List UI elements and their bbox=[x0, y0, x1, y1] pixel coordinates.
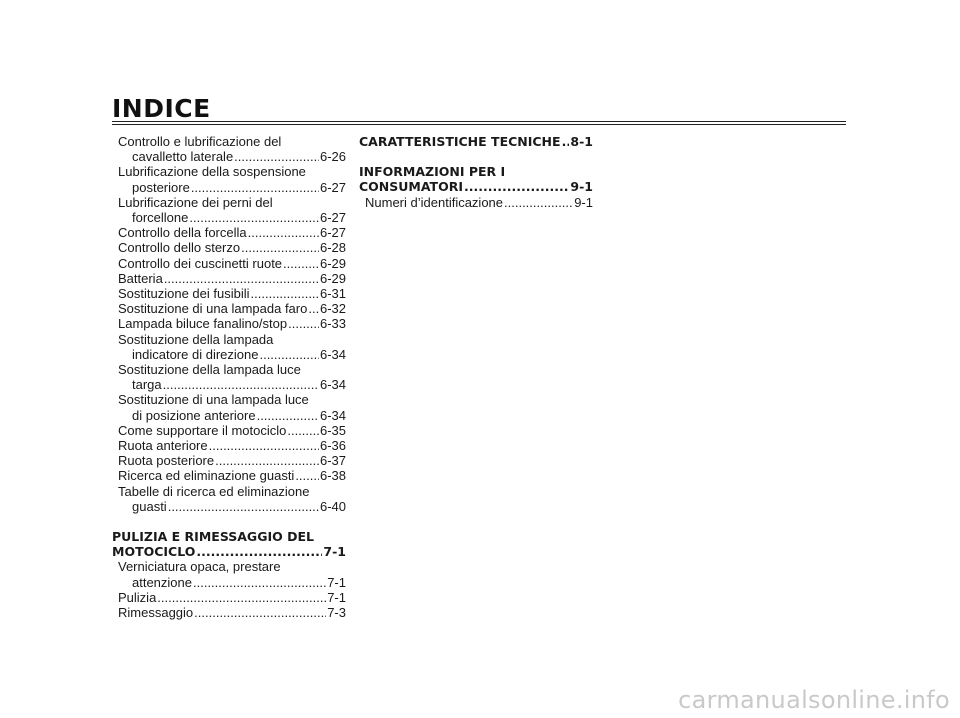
toc-entry-title: Numeri d’identificazione bbox=[365, 194, 504, 210]
toc-page-number: 6-37 bbox=[319, 453, 346, 469]
toc-dot-leader bbox=[191, 180, 319, 195]
toc-entry bbox=[112, 210, 346, 225]
toc-entry-title: Ricerca ed eliminazione guasti bbox=[118, 468, 295, 484]
toc-page-number: 9-1 bbox=[570, 179, 593, 195]
toc-entry-title: Controllo dei cuscinetti ruote bbox=[118, 255, 283, 271]
toc-dot-leader bbox=[193, 575, 326, 590]
section-gap bbox=[359, 149, 593, 164]
toc-dot-leader bbox=[295, 468, 319, 483]
toc-entry-text bbox=[112, 195, 346, 210]
toc-entry-title: Lubrificazione dei perni del bbox=[118, 194, 273, 210]
toc-dot-leader bbox=[157, 590, 326, 605]
toc-section-heading bbox=[112, 544, 346, 559]
toc-dot-leader bbox=[194, 605, 326, 620]
toc-page-number: 6-35 bbox=[319, 422, 346, 438]
toc-dot-leader bbox=[562, 134, 570, 149]
toc-left-column bbox=[112, 134, 346, 620]
toc-entry bbox=[112, 575, 346, 590]
toc-page-number: 8-1 bbox=[570, 134, 593, 149]
toc-page-number: 6-32 bbox=[319, 301, 346, 317]
toc-page-number: 6-33 bbox=[319, 316, 346, 332]
toc-page-number: 6-29 bbox=[319, 255, 346, 271]
toc-section-heading bbox=[359, 179, 593, 194]
toc-entry-title: CARATTERISTICHE TECNICHE bbox=[359, 134, 561, 149]
toc-section-heading bbox=[359, 164, 593, 179]
toc-entry bbox=[112, 605, 346, 620]
toc-entry bbox=[112, 256, 346, 271]
toc-entry-text bbox=[112, 332, 346, 347]
toc-entry bbox=[112, 590, 346, 605]
toc-dot-leader bbox=[288, 316, 319, 331]
toc-entry-title: indicatore di direzione bbox=[132, 346, 259, 362]
toc-page-number: 6-34 bbox=[319, 377, 346, 393]
toc-dot-leader bbox=[248, 225, 319, 240]
toc-entry bbox=[112, 225, 346, 240]
toc-dot-leader bbox=[308, 301, 319, 316]
toc-dot-leader bbox=[189, 210, 319, 225]
toc-right-column bbox=[359, 134, 593, 210]
toc-entry-title: Pulizia bbox=[118, 589, 157, 605]
toc-dot-leader bbox=[168, 499, 319, 514]
toc-entry bbox=[112, 468, 346, 483]
toc-dot-leader bbox=[215, 453, 319, 468]
toc-entry-title: posteriore bbox=[132, 179, 190, 195]
toc-dot-leader bbox=[209, 438, 319, 453]
toc-section-heading bbox=[359, 134, 593, 149]
toc-entry-text bbox=[112, 134, 346, 149]
toc-dot-leader bbox=[241, 240, 319, 255]
toc-entry-title: Controllo e lubrificazione del bbox=[118, 134, 282, 149]
toc-entry-title: PULIZIA E RIMESSAGGIO DEL bbox=[112, 529, 314, 545]
toc-entry-title: Controllo della forcella bbox=[118, 225, 247, 241]
toc-entry-title: targa bbox=[132, 377, 162, 393]
toc-page-number: 7-3 bbox=[327, 605, 346, 621]
toc-page-number: 6-38 bbox=[319, 468, 346, 484]
toc-entry bbox=[112, 438, 346, 453]
toc-entry-title: Controllo dello sterzo bbox=[118, 240, 241, 256]
toc-dot-leader bbox=[287, 423, 319, 438]
toc-entry bbox=[112, 499, 346, 514]
toc-page-number: 6-40 bbox=[319, 498, 346, 514]
toc-entry-title: Batteria bbox=[118, 270, 163, 286]
toc-entry bbox=[112, 271, 346, 286]
toc-entry bbox=[359, 195, 593, 210]
section-gap bbox=[112, 514, 346, 529]
toc-entry-title: MOTOCICLO bbox=[112, 544, 196, 560]
toc-entry-title: attenzione bbox=[132, 574, 192, 590]
toc-page-number: 7-1 bbox=[327, 574, 346, 590]
toc-entry-title: guasti bbox=[132, 498, 167, 514]
toc-dot-leader bbox=[257, 408, 319, 423]
toc-entry bbox=[112, 240, 346, 255]
toc-entry-title: CONSUMATORI bbox=[359, 179, 463, 195]
toc-page-number: 7-1 bbox=[327, 589, 346, 605]
toc-entry-title: di posizione anteriore bbox=[132, 407, 256, 423]
toc-dot-leader bbox=[196, 544, 322, 559]
watermark: carmanualsonline.info bbox=[678, 686, 950, 714]
toc-section-heading bbox=[112, 529, 346, 544]
toc-entry-title: forcellone bbox=[132, 210, 189, 226]
toc-page-number: 6-34 bbox=[319, 407, 346, 423]
toc-page-number: 9-1 bbox=[574, 194, 593, 210]
toc-entry-title: Tabelle di ricerca ed eliminazione bbox=[118, 483, 310, 499]
toc-entry-title: INFORMAZIONI PER I bbox=[359, 164, 506, 180]
toc-entry bbox=[112, 301, 346, 316]
toc-entry bbox=[112, 423, 346, 438]
toc-entry bbox=[112, 347, 346, 362]
toc-entry-title: Sostituzione della lampada bbox=[118, 331, 274, 347]
toc-entry-text bbox=[112, 164, 346, 179]
toc-entry-text bbox=[112, 392, 346, 407]
toc-entry-title: Ruota anteriore bbox=[118, 438, 208, 454]
toc-page-number: 6-34 bbox=[319, 346, 346, 362]
toc-page-number: 6-29 bbox=[319, 270, 346, 286]
toc-dot-leader bbox=[504, 195, 573, 210]
toc-entry-title: Verniciatura opaca, prestare bbox=[118, 559, 281, 575]
toc-dot-leader bbox=[283, 256, 319, 271]
toc-dot-leader bbox=[163, 377, 319, 392]
toc-entry-title: cavalletto laterale bbox=[132, 149, 234, 165]
toc-page-number: 7-1 bbox=[323, 544, 346, 560]
toc-entry-title: Sostituzione della lampada luce bbox=[118, 362, 301, 378]
toc-dot-leader bbox=[251, 286, 319, 301]
toc-entry-text bbox=[112, 362, 346, 377]
toc-entry bbox=[112, 453, 346, 468]
toc-entry-text bbox=[112, 484, 346, 499]
toc-entry-title: Lampada biluce fanalino/stop bbox=[118, 316, 288, 332]
toc-page-number: 6-28 bbox=[319, 240, 346, 256]
toc-entry bbox=[112, 377, 346, 392]
toc-page-number: 6-36 bbox=[319, 438, 346, 454]
toc-entry-title: Sostituzione di una lampada luce bbox=[118, 392, 309, 408]
toc-entry bbox=[112, 286, 346, 301]
toc-dot-leader bbox=[234, 149, 319, 164]
toc-page-number: 6-31 bbox=[319, 286, 346, 302]
toc-entry-title: Rimessaggio bbox=[118, 605, 194, 621]
toc-page-number: 6-27 bbox=[319, 179, 346, 195]
toc-page-number: 6-27 bbox=[319, 210, 346, 226]
toc-entry-title: Lubrificazione della sospensione bbox=[118, 164, 306, 180]
toc-entry bbox=[112, 408, 346, 423]
toc-entry-title: Come supportare il motociclo bbox=[118, 422, 287, 438]
title-divider bbox=[112, 121, 846, 125]
toc-dot-leader bbox=[164, 271, 319, 286]
toc-entry bbox=[112, 180, 346, 195]
toc-dot-leader bbox=[464, 179, 569, 194]
toc-entry-title: Sostituzione dei fusibili bbox=[118, 286, 250, 302]
toc-entry bbox=[112, 316, 346, 331]
toc-entry-title: Sostituzione di una lampada faro bbox=[118, 301, 308, 317]
toc-entry-title: Ruota posteriore bbox=[118, 453, 215, 469]
toc-entry bbox=[112, 149, 346, 164]
page-title: INDICE bbox=[112, 94, 211, 123]
toc-page-number: 6-27 bbox=[319, 225, 346, 241]
toc-dot-leader bbox=[259, 347, 319, 362]
toc-page-number: 6-26 bbox=[319, 149, 346, 165]
toc-entry-text bbox=[112, 559, 346, 574]
